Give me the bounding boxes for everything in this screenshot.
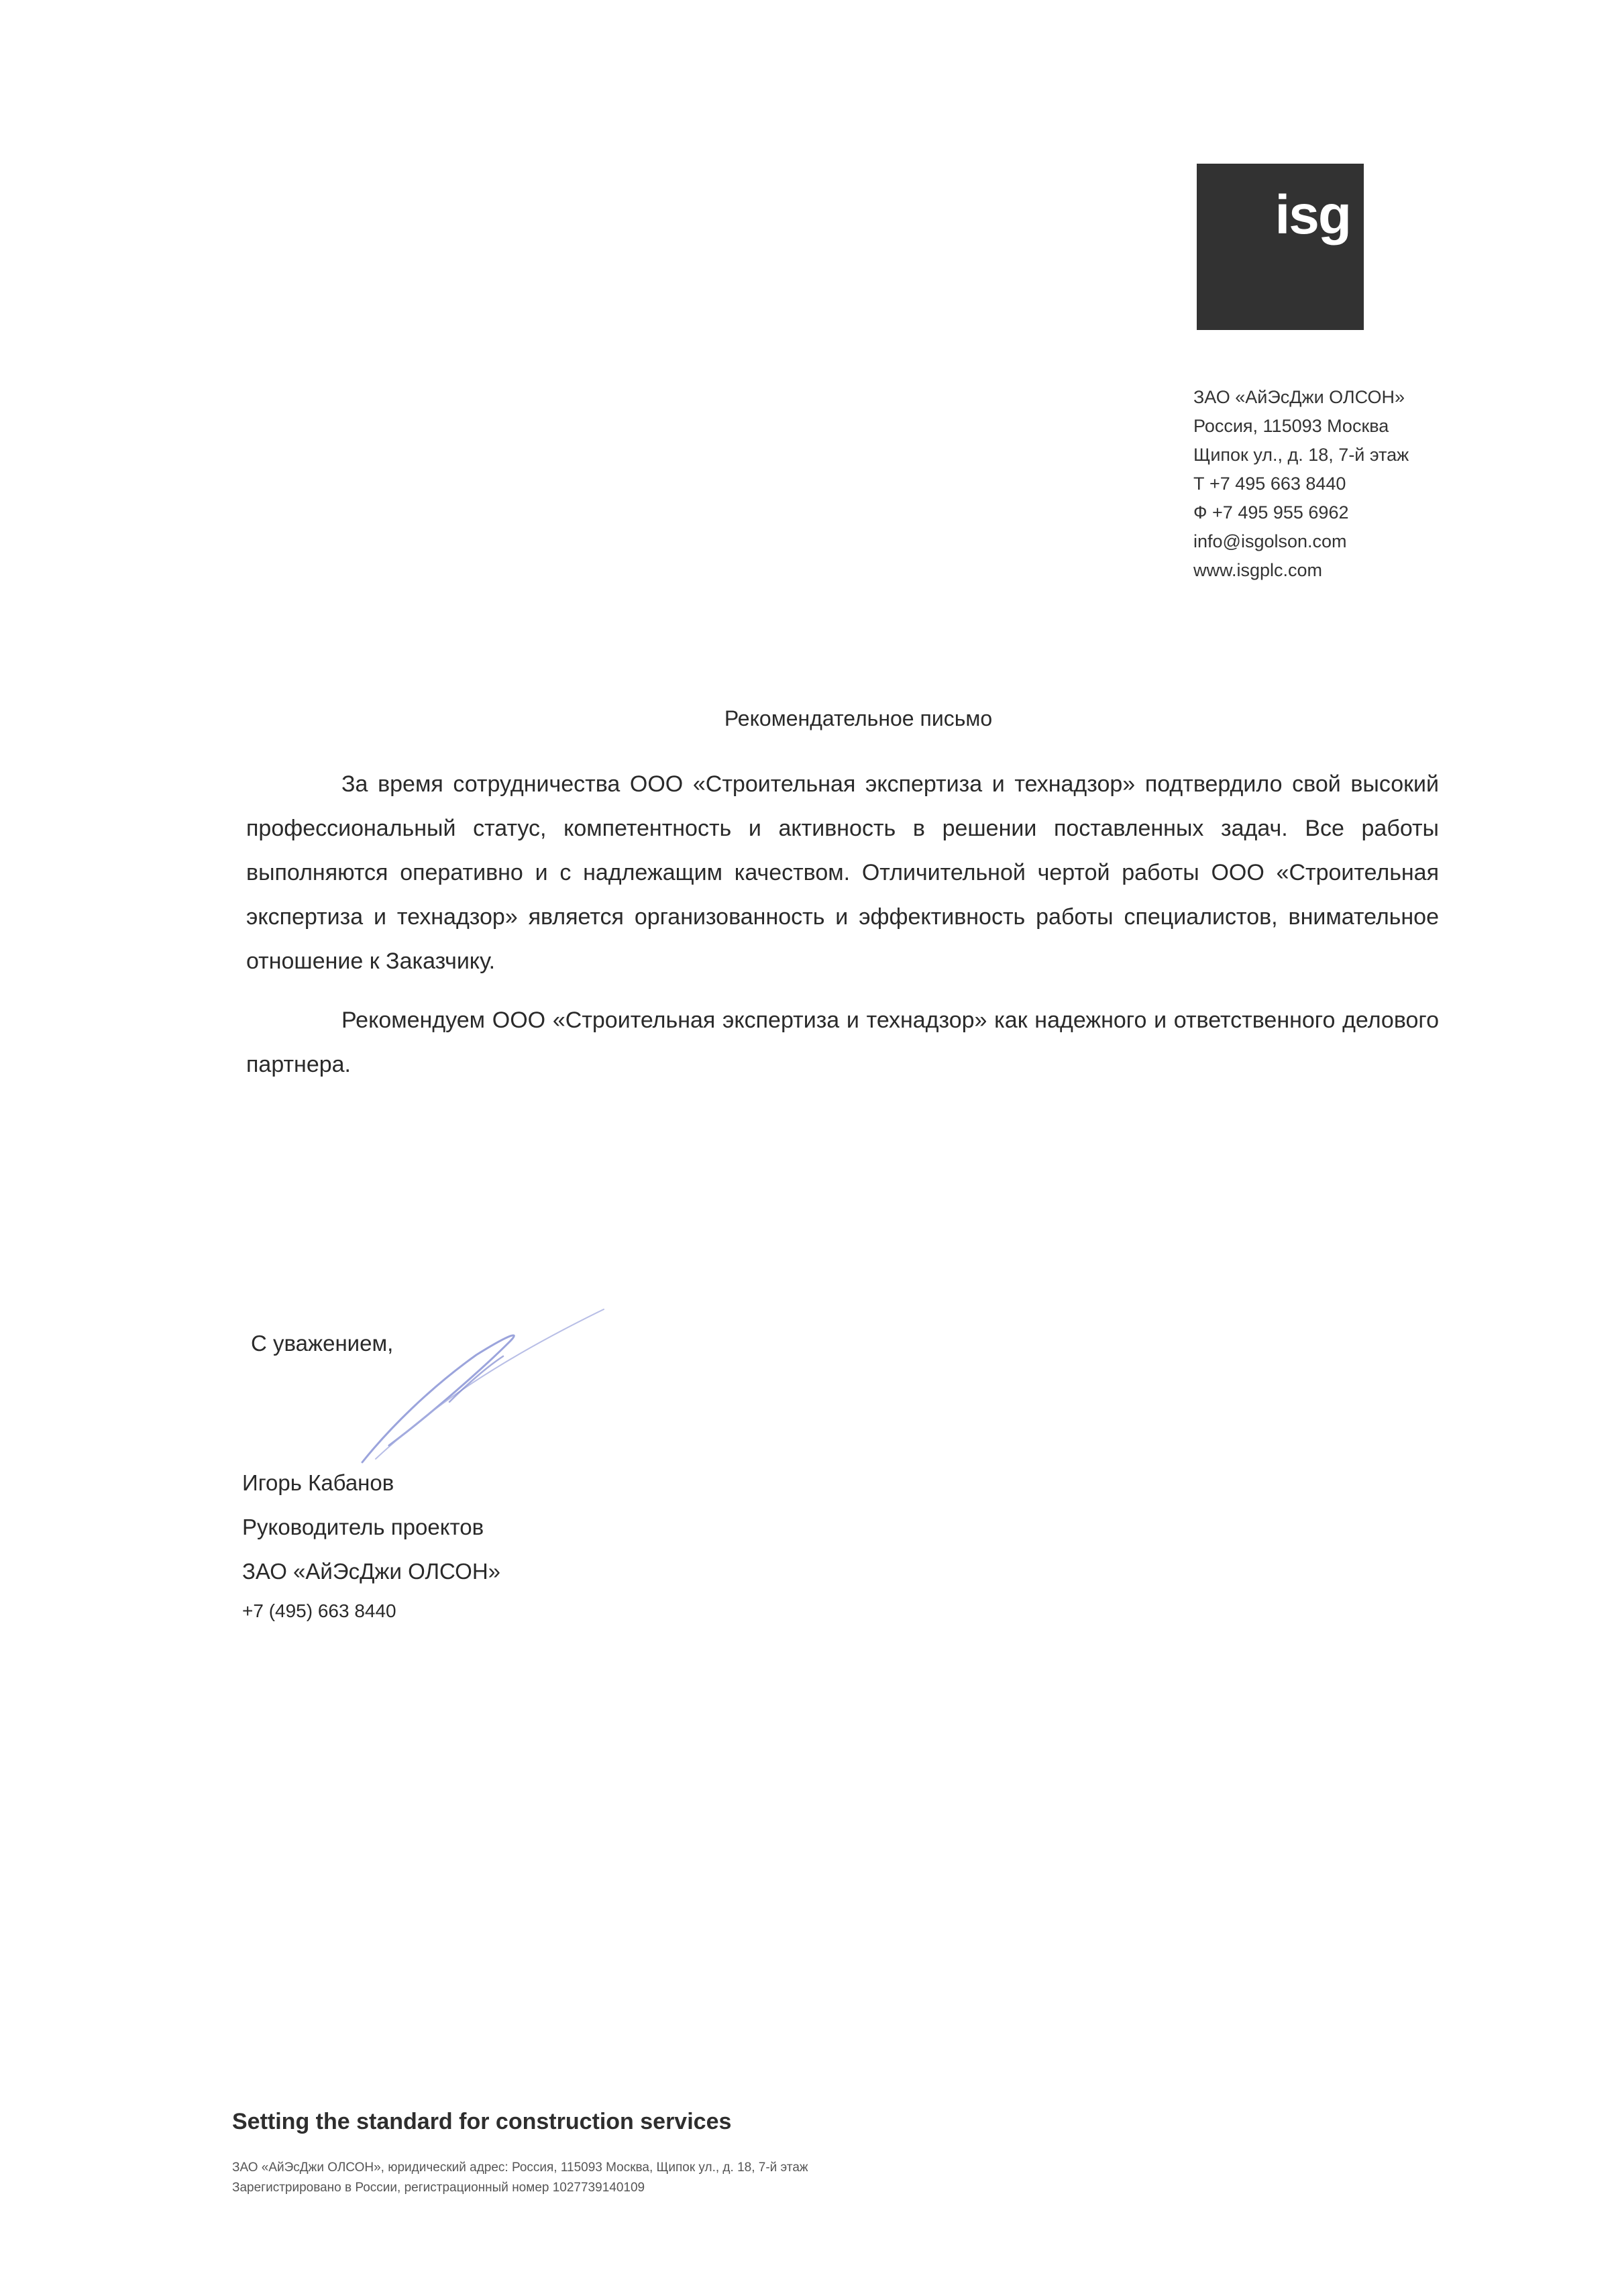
footer-tagline: Setting the standard for construction services [232, 2109, 732, 2134]
handwritten-signature [349, 1301, 617, 1476]
address-line-email: info@isgolson.com [1193, 531, 1347, 551]
signatory-company: ЗАО «АйЭсДжи ОЛСОН» [242, 1559, 501, 1584]
logo-text: isg [1275, 184, 1350, 245]
signatory-phone: +7 (495) 663 8440 [242, 1600, 396, 1621]
signatory-block [242, 1461, 500, 1629]
company-address [1193, 383, 1409, 585]
letter-title: Рекомендательное письмо [724, 706, 993, 730]
footer-legal-registration: Зарегистрировано в России, регистрационный номер 1027739140109 [232, 2181, 645, 2195]
footer-legal-address: ЗАО «АйЭсДжи ОЛСОН», юридический адрес: Россия, 115093 Москва, Щипок ул., д. 18, 7-й этаж [232, 2161, 808, 2175]
closing-phrase: С уважением, [251, 1331, 394, 1356]
address-line-phone: Т +7 495 663 8440 [1193, 474, 1346, 494]
address-line-street: Щипок ул., д. 18, 7-й этаж [1193, 445, 1409, 465]
signatory-position: Руководитель проектов [242, 1515, 484, 1539]
address-line-company: ЗАО «АйЭсДжи ОЛСОН» [1193, 387, 1405, 407]
address-line-fax: Ф +7 495 955 6962 [1193, 502, 1349, 523]
address-line-website: www.isgplc.com [1193, 560, 1323, 580]
body-paragraph: За время сотрудничества ООО «Строительная экспертиза и технадзор» подтвердило свой высокий профессиональный статус, компетентность и активность в решении поставленных задач. Все работы выполняются оперативно и с надлежащим качеством. Отличительной чертой работы ООО «Строительная экспертиза и технадзор» является организованность и эффективность работы специалистов, внимательное отношение к Заказчику. [246, 771, 1439, 974]
isg-logo [1197, 164, 1364, 330]
letter-body [246, 762, 1439, 1101]
footer-legal [232, 2158, 808, 2198]
signatory-name: Игорь Кабанов [242, 1470, 394, 1495]
address-line-city: Россия, 115093 Москва [1193, 416, 1389, 436]
body-paragraph: Рекомендуем ООО «Строительная экспертиза и технадзор» как надежного и ответственного делового партнера. [246, 1007, 1439, 1077]
